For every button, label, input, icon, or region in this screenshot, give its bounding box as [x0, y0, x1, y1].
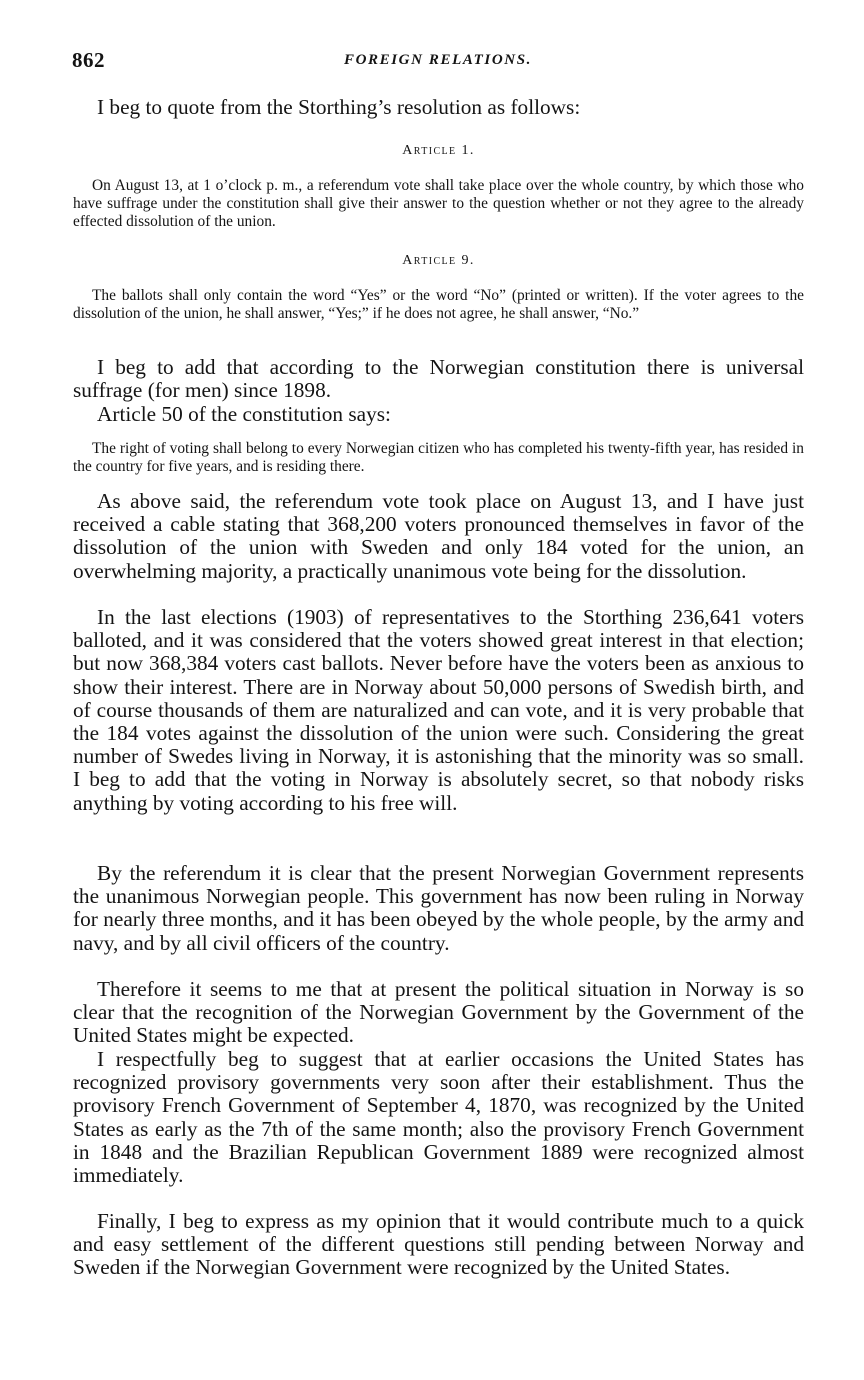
government-paragraph: By the referendum it is clear that the present Norwegian Government represents the unanimous Norwegian people. This government has now been ruling in Norway for nearly three months, and it has been obeyed by the whole people, by the army and navy, and by all civil officers of the country.	[73, 861, 804, 955]
article-9-text: The ballots shall only contain the word “Yes” or the word “No” (printed or written). If the voter agrees to the dissolution of the union, he shall answer, “Yes;” if he does not agree, he shall answer, “No.”	[73, 287, 804, 322]
intro-paragraph: I beg to quote from the Storthing’s resolution as follows:	[97, 95, 581, 119]
referendum-result-paragraph: As above said, the referendum vote took place on August 13, and I have just received a cable stating that 368,200 voters pronounced themselves in favor of the dissolution of the union with Sweden and only 184 voted for the union, an overwhelming majority, a practically unanimous vote being for the dissolution.	[73, 489, 804, 583]
page-number: 862	[72, 48, 105, 72]
recognition-paragraph: Therefore it seems to me that at present the political situation in Norway is so clear that the recognition of the Norwegian Government by the Government of the United States might be expected.	[73, 977, 804, 1048]
article-1-text: On August 13, at 1 o’clock p. m., a referendum vote shall take place over the whole country, by which those who have suffrage under the constitution shall give their answer to the question whether or not they agree to the already effected dissolution of the union.	[73, 177, 804, 230]
elections-paragraph: In the last elections (1903) of representatives to the Storthing 236,641 voters balloted, and it was considered that the voters showed great interest in that election; but now 368,384 voters cast ballots. Never before have the voters been as anxious to show their interest. There are in Norway about 50,000 persons of Swedish birth, and of course thousands of them are naturalized and can vote, and it is very probable that the 184 votes against the dissolution of the union were such. Considering the great number of Swedes living in Norway, it is astonishing that the minority was so small. I beg to add that the voting in Norway is absolutely secret, so that nobody risks anything by voting according to his free will.	[73, 605, 804, 815]
article-1-heading: Article 1.	[402, 143, 475, 158]
conclusion-paragraph: Finally, I beg to express as my opinion that it would contribute much to a quick and easy settlement of the different questions still pending between Norway and Sweden if the Norwegian Government were recognized by the United States.	[73, 1209, 804, 1280]
running-title: FOREIGN RELATIONS.	[343, 52, 532, 68]
page-header	[72, 48, 804, 78]
suffrage-paragraph: I beg to add that according to the Norwegian constitution there is universal suffrage (for men) since 1898.	[73, 355, 804, 403]
article-9-heading: Article 9.	[402, 253, 475, 268]
article-50-quote: The right of voting shall belong to every Norwegian citizen who has completed his twenty-fifth year, has resided in the country for five years, and is residing there.	[73, 440, 804, 475]
article-50-intro: Article 50 of the constitution says:	[97, 402, 391, 426]
precedent-paragraph: I respectfully beg to suggest that at earlier occasions the United States has recognized provisory governments very soon after their establishment. Thus the provisory French Government of September 4, 1870, was recognized by the United States as early as the 7th of the same month; also the provisory French Government in 1848 and the Brazilian Republican Government 1889 were recognized almost immediately.	[73, 1047, 804, 1188]
